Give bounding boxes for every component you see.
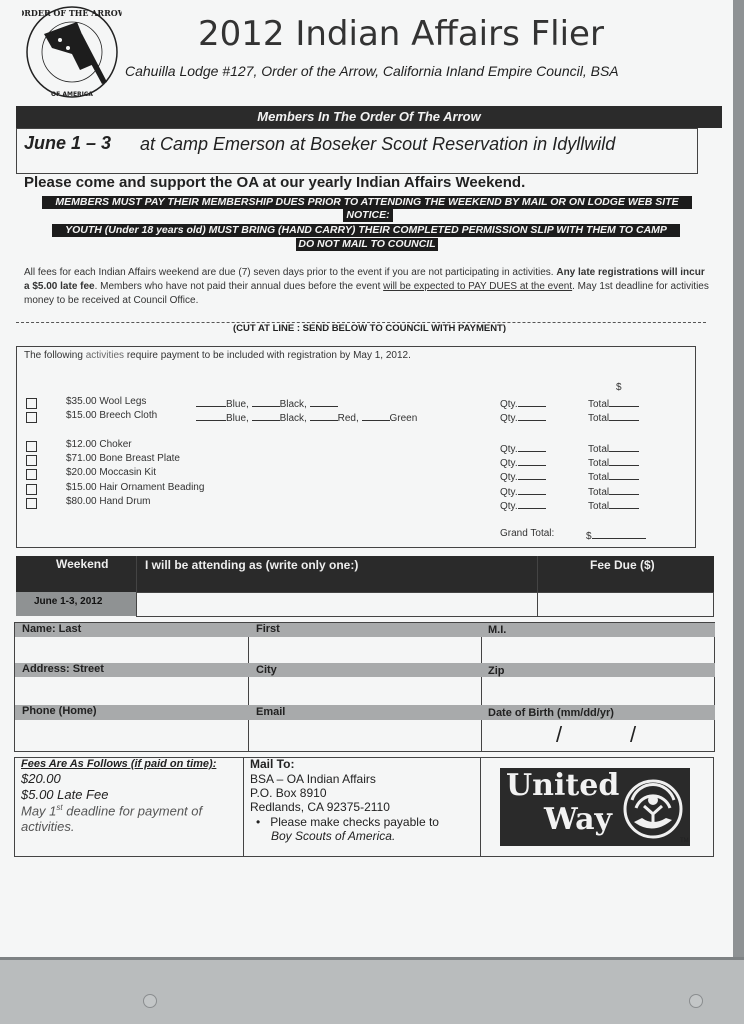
activity-label: $71.00 Bone Breast Plate	[66, 453, 180, 464]
city-input[interactable]	[249, 677, 481, 705]
total-field[interactable]: Total	[588, 410, 639, 424]
mi-label: M.I.	[488, 624, 507, 636]
email-input[interactable]	[249, 720, 481, 751]
address-input[interactable]	[15, 677, 248, 705]
united-way-word2: Way	[544, 802, 612, 837]
qty-field[interactable]: Qty.	[500, 484, 546, 498]
mail-address-line1: BSA – OA Indian Affairs	[250, 772, 376, 786]
color-blank[interactable]	[196, 410, 226, 421]
grid-divider	[480, 757, 481, 857]
page-edge	[733, 0, 744, 1024]
qty-field[interactable]: Qty.	[500, 441, 546, 455]
breech-cloth-checkbox[interactable]	[26, 412, 37, 423]
dob-separator: /	[556, 722, 563, 747]
email-label: Email	[256, 706, 286, 718]
qty-field[interactable]: Qty.	[500, 455, 546, 469]
notice-banner: NOTICE:	[343, 209, 393, 222]
first-name-label: First	[256, 623, 280, 635]
color-blank[interactable]	[196, 396, 226, 407]
phone-input[interactable]	[15, 720, 248, 751]
hair-ornament-checkbox[interactable]	[26, 484, 37, 495]
city-label: City	[256, 664, 277, 676]
svg-text:OF AMERICA: OF AMERICA	[51, 91, 93, 98]
deadline-note-cont: activities.	[21, 819, 75, 834]
dues-banner: MEMBERS MUST PAY THEIR MEMBERSHIP DUES PRIOR TO ATTENDING THE WEEKEND BY MAIL OR ON LODGE WEB SITE	[42, 196, 692, 209]
attending-header: I will be attending as (write only one:)	[145, 558, 359, 572]
youth-banner: YOUTH (Under 18 years old) MUST BRING (HAND CARRY) THEIR COMPLETED PERMISSION SLIP WITH THEM TO CAMP	[52, 224, 680, 237]
color-blank[interactable]	[252, 410, 280, 421]
oa-logo	[22, 4, 122, 100]
moccasin-kit-checkbox[interactable]	[26, 469, 37, 480]
breast-plate-checkbox[interactable]	[26, 455, 37, 466]
activity-label: $80.00 Hand Drum	[66, 496, 151, 507]
activity-label: $12.00 Choker	[66, 439, 132, 450]
activities-intro: The following activities require payment to be included with registration by May 1, 2012.	[24, 350, 411, 361]
label-strip	[15, 623, 715, 637]
total-field[interactable]: Total	[588, 469, 639, 483]
qty-field[interactable]: Qty.	[500, 410, 546, 424]
wool-legs-checkbox[interactable]	[26, 398, 37, 409]
weekend-value: June 1-3, 2012	[34, 596, 103, 607]
color-blank[interactable]	[310, 396, 338, 407]
choker-checkbox[interactable]	[26, 441, 37, 452]
deadline-note: May 1st deadline for payment of	[21, 803, 203, 819]
qty-field[interactable]: Qty.	[500, 469, 546, 483]
cut-line-text: (CUT AT LINE : SEND BELOW TO COUNCIL WITH PAYMENT)	[230, 323, 509, 334]
color-options: Blue, Black, Red, Green	[196, 410, 417, 424]
united-way-hand-icon	[622, 778, 684, 840]
page-title: 2012 Indian Affairs Flier	[198, 14, 604, 54]
dollar-sign: $	[616, 382, 622, 393]
zip-label: Zip	[488, 665, 505, 677]
total-field[interactable]: Total	[588, 484, 639, 498]
fee-due-header: Fee Due ($)	[590, 558, 655, 572]
dob-input[interactable]	[482, 720, 714, 751]
event-date: June 1 – 3	[24, 133, 112, 153]
united-way-logo	[500, 768, 690, 846]
first-name-input[interactable]	[249, 637, 481, 663]
color-blank[interactable]	[310, 410, 338, 421]
total-field[interactable]: Total	[588, 396, 639, 410]
mail-to-label: Mail To:	[250, 757, 295, 771]
grand-total-label: Grand Total:	[500, 528, 555, 539]
mi-input[interactable]	[482, 637, 714, 663]
dob-label: Date of Birth (mm/dd/yr)	[488, 707, 614, 719]
total-field[interactable]: Total	[588, 498, 639, 512]
color-blank[interactable]	[362, 410, 390, 421]
fees-paragraph: All fees for each Indian Affairs weekend are due (7) seven days prior to the event if you are not participating in activities. Any late registrations will incur a $5.00 late fee. Members who have not paid their annual dues before the event will be expected to PAY DUES at the event. May 1st deadline for activities money to be received at Council Office.	[24, 267, 709, 306]
checks-note: • Please make checks payable to	[256, 815, 439, 829]
svg-text:ORDER OF THE ARROW: ORDER OF THE ARROW	[22, 8, 122, 18]
total-field[interactable]: Total	[588, 455, 639, 469]
punch-hole	[143, 994, 157, 1008]
mail-address-line2: P.O. Box 8910	[250, 786, 327, 800]
total-field[interactable]: Total	[588, 441, 639, 455]
mail-address-line3: Redlands, CA 92375-2110	[250, 800, 390, 814]
late-fee: $5.00 Late Fee	[21, 787, 109, 802]
checks-payee: Boy Scouts of America.	[271, 829, 396, 843]
event-location: at Camp Emerson at Boseker Scout Reservation in Idyllwild	[140, 134, 616, 154]
color-blank[interactable]	[252, 396, 280, 407]
trademark: TM	[680, 838, 689, 844]
grand-total-field[interactable]: $	[586, 528, 646, 542]
united-way-word1: United	[506, 768, 620, 803]
label-strip	[15, 663, 715, 677]
fee-due-field[interactable]	[537, 592, 714, 617]
members-bar: Members In The Order Of The Arrow	[16, 106, 722, 128]
color-options: Blue, Black,	[196, 396, 338, 410]
grid-divider	[243, 757, 244, 857]
activity-label: $20.00 Moccasin Kit	[66, 467, 157, 478]
activity-label: $15.00 Breech Cloth	[66, 410, 158, 421]
activity-label: $15.00 Hair Ornament Beading	[66, 482, 205, 493]
address-label: Address: Street	[22, 663, 104, 675]
qty-field[interactable]: Qty.	[500, 498, 546, 512]
zip-input[interactable]	[482, 677, 714, 705]
scanner-background	[0, 957, 744, 1024]
qty-field[interactable]: Qty.	[500, 396, 546, 410]
dob-separator: /	[630, 722, 637, 747]
weekend-header: Weekend	[56, 557, 109, 571]
support-heading: Please come and support the OA at our yearly Indian Affairs Weekend.	[24, 174, 526, 191]
attending-field[interactable]	[136, 592, 538, 617]
fees-title: Fees Are As Follows (if paid on time):	[21, 758, 217, 770]
no-mail-banner: DO NOT MAIL TO COUNCIL	[296, 238, 438, 251]
page-subtitle: Cahuilla Lodge #127, Order of the Arrow, California Inland Empire Council, BSA	[125, 63, 619, 79]
activity-label: $35.00 Wool Legs	[66, 396, 147, 407]
hand-drum-checkbox[interactable]	[26, 498, 37, 509]
phone-label: Phone (Home)	[22, 705, 97, 717]
regular-fee: $20.00	[21, 771, 61, 786]
last-name-input[interactable]	[15, 637, 248, 663]
punch-hole	[689, 994, 703, 1008]
name-last-label: Name: Last	[22, 623, 82, 635]
